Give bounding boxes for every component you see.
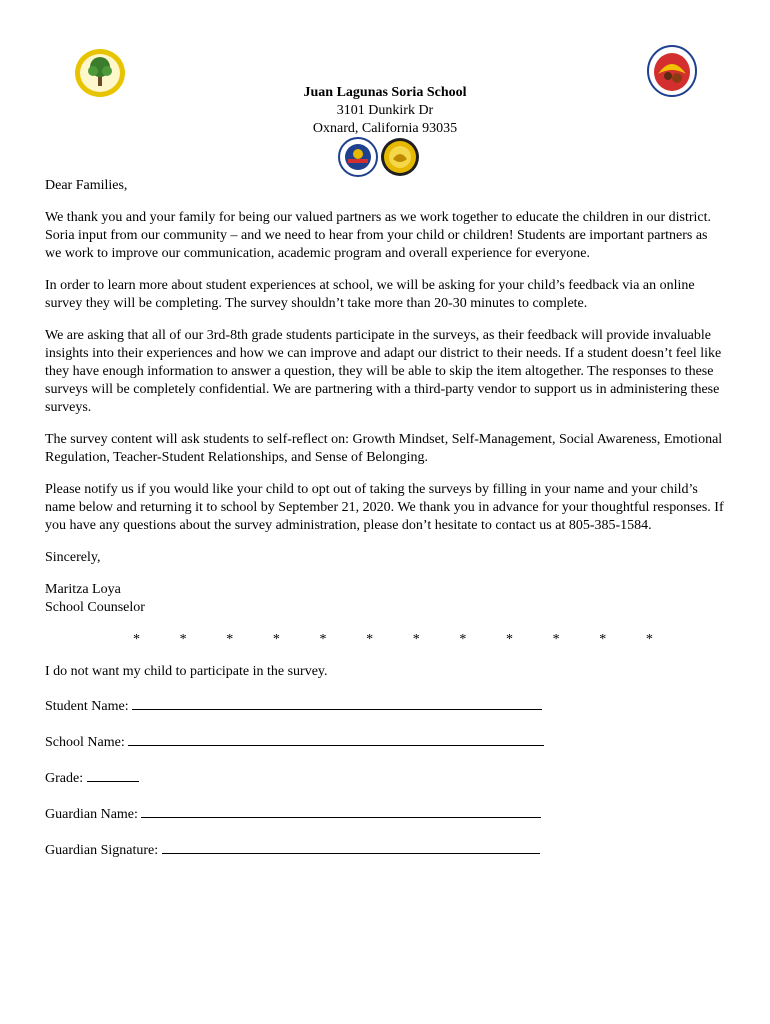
school-name: Juan Lagunas Soria School	[303, 85, 467, 100]
separator-star: *	[645, 632, 653, 647]
address-line-1: 3101 Dunkirk Dr	[336, 103, 434, 118]
signature-block	[45, 581, 725, 617]
paragraph-thanks: We thank you and your family for being our valued partners as we work together to educate the children in our district. Soria input from our community – and we need to hear from your child or children! Students are important partners as we work to improve our communication, academic program and overall experience for everyone.	[45, 210, 711, 261]
paragraph-survey-intro: In order to learn more about student experiences at school, we will be asking for your child’s feedback via an online survey they will be completing. The survey shouldn’t take more than 20-30 minutes to complete.	[45, 278, 695, 311]
school-name-label: School Name:	[45, 735, 129, 750]
separator-star: *	[599, 632, 607, 647]
separator-star: *	[412, 632, 420, 647]
guardian-signature-field[interactable]	[162, 839, 540, 854]
separator-star: *	[133, 632, 140, 647]
separator	[133, 631, 653, 649]
grade-field[interactable]	[87, 767, 139, 782]
guardian-signature-row	[45, 839, 725, 860]
grade-row	[45, 767, 725, 788]
paragraph-opt-out: Please notify us if you would like your child to opt out of taking the surveys by filling in your name and your child’s name below and returning it to school by September 21, 2020. We thank you in advance for your thoughtful responses. If you have any questions about the survey administration, please don’t hesitate to contact us at 805-385-1584.	[45, 482, 724, 533]
guardian-name-row	[45, 803, 725, 824]
separator-star: *	[272, 632, 280, 647]
separator-star: *	[366, 632, 374, 647]
paragraph-participation: We are asking that all of our 3rd-8th grade students participate in the surveys, as their feedback will provide invaluable insights into their experiences and how we can improve and adapt our district to their needs. If a student doesn’t feel like they have enough information to answer a question, they will be able to skip the item altogether. The responses to these surveys will be completely confidential. We are partnering with a third-party vendor to support us in administering these surveys.	[45, 328, 722, 415]
separator-star: *	[226, 632, 234, 647]
student-name-row	[45, 695, 725, 716]
grade-label: Grade:	[45, 771, 87, 786]
separator-star: *	[179, 632, 187, 647]
letter-body	[45, 177, 725, 875]
school-name-row	[45, 731, 725, 752]
school-name-field[interactable]	[128, 731, 544, 746]
address-line-2: Oxnard, California 93035	[312, 121, 458, 136]
separator-star: *	[552, 632, 560, 647]
district-seal-icon	[338, 137, 378, 177]
seals	[338, 137, 422, 179]
paragraph-survey-content: The survey content will ask students to self-reflect on: Growth Mindset, Self-Management, Social Awareness, Emotional Regulation, Teacher-Student Relationships, and Sense of Belonging.	[45, 432, 723, 465]
opt-out-statement: I do not want my child to participate in the survey.	[45, 664, 328, 679]
student-name-label: Student Name:	[45, 699, 133, 714]
separator-star: *	[506, 632, 513, 647]
salutation: Dear Families,	[45, 178, 128, 193]
closing: Sincerely,	[45, 550, 101, 565]
letterhead	[0, 84, 770, 138]
guardian-name-field[interactable]	[141, 803, 541, 818]
student-name-field[interactable]	[132, 695, 542, 710]
signer-title: School Counselor	[45, 600, 145, 615]
guardian-signature-label: Guardian Signature:	[45, 843, 162, 858]
guardian-name-label: Guardian Name:	[45, 807, 142, 822]
separator-star: *	[459, 632, 467, 647]
separator-star: *	[319, 632, 327, 647]
signer-name: Maritza Loya	[45, 582, 121, 597]
california-seal-icon	[380, 137, 420, 177]
